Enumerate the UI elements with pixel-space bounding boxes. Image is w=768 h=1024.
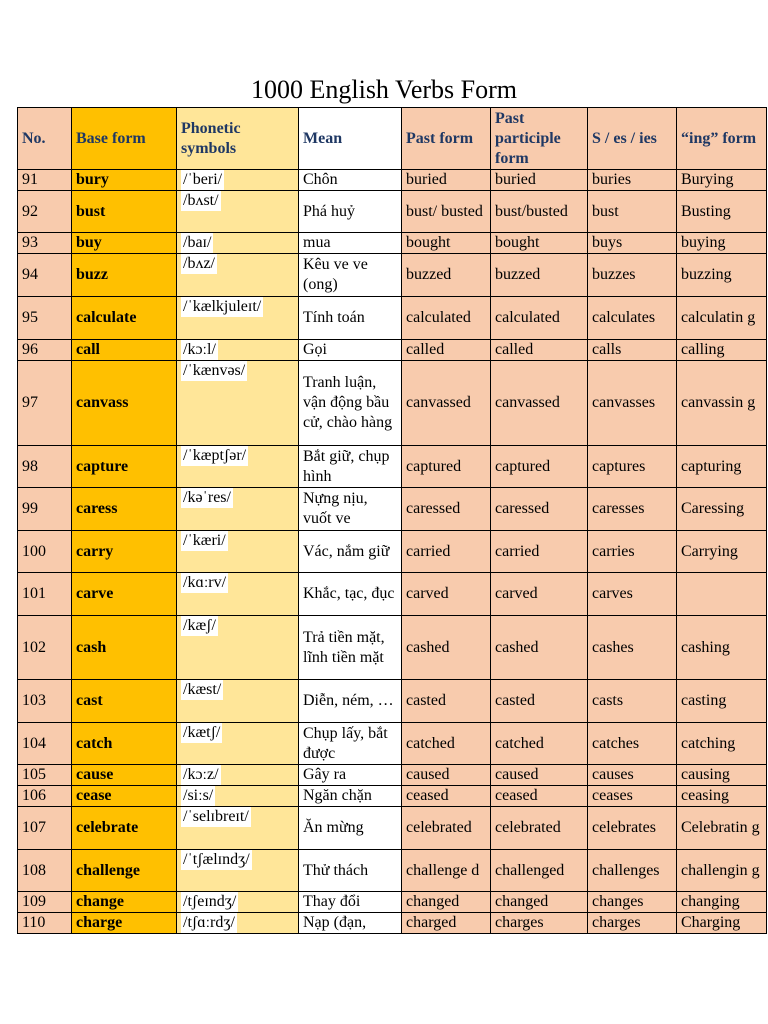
table-row — [18, 191, 767, 233]
cell-mean: Gây ra — [299, 765, 402, 786]
header-past-participle: Past participle form — [491, 108, 588, 170]
cell-no: 97 — [18, 361, 72, 446]
cell-phonetic — [177, 191, 299, 233]
cell-phonetic — [177, 531, 299, 573]
cell-base-form: cause — [72, 765, 177, 786]
table-row — [18, 361, 767, 446]
phonetic-text: /bʌz/ — [183, 255, 215, 272]
cell-base-form: buzz — [72, 254, 177, 297]
cell-past-participle: bought — [491, 233, 588, 254]
cell-base-form: catch — [72, 723, 177, 765]
cell-s-es-ies: carves — [588, 573, 677, 616]
cell-no: 107 — [18, 807, 72, 850]
cell-s-es-ies: caresses — [588, 488, 677, 531]
phonetic-text: /kɑːrv/ — [183, 574, 227, 591]
phonetic-text: /kɔːl/ — [183, 341, 216, 358]
cell-past-form: carved — [402, 573, 491, 616]
cell-ing-form: challengin g — [677, 850, 767, 892]
verbs-table — [17, 107, 767, 934]
phonetic-text: /tʃeɪndʒ/ — [183, 893, 237, 910]
table-row — [18, 170, 767, 191]
cell-phonetic — [177, 913, 299, 934]
cell-past-form: captured — [402, 446, 491, 488]
phonetic-text: /kæst/ — [183, 681, 222, 698]
cell-past-form: buried — [402, 170, 491, 191]
cell-phonetic — [177, 807, 299, 850]
table-row — [18, 723, 767, 765]
cell-no: 103 — [18, 680, 72, 723]
cell-s-es-ies: canvasses — [588, 361, 677, 446]
cell-ing-form: catching — [677, 723, 767, 765]
cell-base-form: charge — [72, 913, 177, 934]
cell-base-form: cast — [72, 680, 177, 723]
phonetic-text: /kætʃ/ — [183, 724, 221, 741]
cell-mean: Tính toán — [299, 297, 402, 340]
cell-past-participle: changed — [491, 892, 588, 913]
cell-past-form: called — [402, 340, 491, 361]
cell-base-form: cash — [72, 616, 177, 680]
cell-s-es-ies: changes — [588, 892, 677, 913]
cell-past-form: cashed — [402, 616, 491, 680]
table-row — [18, 616, 767, 680]
table-row — [18, 254, 767, 297]
header-s-es-ies: S / es / ies — [588, 108, 677, 170]
cell-no: 104 — [18, 723, 72, 765]
cell-s-es-ies: catches — [588, 723, 677, 765]
cell-s-es-ies: causes — [588, 765, 677, 786]
cell-phonetic — [177, 446, 299, 488]
cell-no: 110 — [18, 913, 72, 934]
cell-mean: Vác, nắm giữ — [299, 531, 402, 573]
cell-ing-form: ceasing — [677, 786, 767, 807]
cell-s-es-ies: buys — [588, 233, 677, 254]
page-title: 1000 English Verbs Form — [250, 75, 518, 104]
phonetic-text: /kæʃ/ — [183, 617, 216, 634]
cell-base-form: bust — [72, 191, 177, 233]
cell-base-form: challenge — [72, 850, 177, 892]
cell-mean: Trả tiền mặt, lĩnh tiền mặt — [299, 616, 402, 680]
cell-s-es-ies: carries — [588, 531, 677, 573]
phonetic-text: /ˈkæptʃər/ — [183, 447, 247, 464]
cell-s-es-ies: calls — [588, 340, 677, 361]
header-row — [18, 108, 767, 170]
cell-past-form: caressed — [402, 488, 491, 531]
cell-no: 105 — [18, 765, 72, 786]
cell-past-form: changed — [402, 892, 491, 913]
cell-past-form: buzzed — [402, 254, 491, 297]
phonetic-text: /bʌst/ — [183, 192, 219, 209]
cell-past-form: casted — [402, 680, 491, 723]
cell-past-form: ceased — [402, 786, 491, 807]
cell-ing-form: cashing — [677, 616, 767, 680]
cell-no: 95 — [18, 297, 72, 340]
cell-ing-form — [677, 573, 767, 616]
cell-base-form: cease — [72, 786, 177, 807]
header-no: No. — [18, 108, 72, 170]
cell-mean: Nựng nịu, vuốt ve — [299, 488, 402, 531]
phonetic-text: /ˈkænvəs/ — [183, 362, 246, 379]
cell-no: 100 — [18, 531, 72, 573]
phonetic-text: /kɔːz/ — [183, 766, 219, 783]
cell-base-form: canvass — [72, 361, 177, 446]
cell-mean: mua — [299, 233, 402, 254]
cell-phonetic — [177, 850, 299, 892]
cell-ing-form: calling — [677, 340, 767, 361]
table-row — [18, 913, 767, 934]
cell-no: 99 — [18, 488, 72, 531]
cell-ing-form: calculatin g — [677, 297, 767, 340]
cell-mean: Thử thách — [299, 850, 402, 892]
cell-past-form: bust/ busted — [402, 191, 491, 233]
table-row — [18, 680, 767, 723]
cell-no: 98 — [18, 446, 72, 488]
cell-past-participle: casted — [491, 680, 588, 723]
cell-ing-form: canvassin g — [677, 361, 767, 446]
cell-phonetic — [177, 765, 299, 786]
cell-no: 108 — [18, 850, 72, 892]
cell-phonetic — [177, 254, 299, 297]
cell-past-form: caused — [402, 765, 491, 786]
cell-past-participle: ceased — [491, 786, 588, 807]
cell-ing-form: Charging — [677, 913, 767, 934]
phonetic-text: /ˈselɪbreɪt/ — [183, 808, 249, 825]
table-row — [18, 488, 767, 531]
cell-no: 92 — [18, 191, 72, 233]
cell-phonetic — [177, 680, 299, 723]
cell-s-es-ies: charges — [588, 913, 677, 934]
cell-phonetic — [177, 892, 299, 913]
cell-mean: Gọi — [299, 340, 402, 361]
cell-no: 109 — [18, 892, 72, 913]
cell-past-form: celebrated — [402, 807, 491, 850]
table-row — [18, 765, 767, 786]
cell-base-form: carve — [72, 573, 177, 616]
cell-past-participle: celebrated — [491, 807, 588, 850]
cell-phonetic — [177, 297, 299, 340]
cell-no: 96 — [18, 340, 72, 361]
cell-ing-form: causing — [677, 765, 767, 786]
cell-ing-form: buzzing — [677, 254, 767, 297]
cell-base-form: caress — [72, 488, 177, 531]
cell-past-participle: charges — [491, 913, 588, 934]
cell-phonetic — [177, 340, 299, 361]
table-row — [18, 892, 767, 913]
cell-past-participle: caused — [491, 765, 588, 786]
cell-past-form: charged — [402, 913, 491, 934]
cell-base-form: carry — [72, 531, 177, 573]
cell-base-form: capture — [72, 446, 177, 488]
cell-ing-form: changing — [677, 892, 767, 913]
cell-s-es-ies: casts — [588, 680, 677, 723]
cell-past-participle: cashed — [491, 616, 588, 680]
table-row — [18, 340, 767, 361]
table-row — [18, 531, 767, 573]
phonetic-text: /siːs/ — [183, 787, 214, 804]
cell-s-es-ies: celebrates — [588, 807, 677, 850]
cell-base-form: bury — [72, 170, 177, 191]
header-mean: Mean — [299, 108, 402, 170]
cell-base-form: calculate — [72, 297, 177, 340]
cell-past-form: canvassed — [402, 361, 491, 446]
header-phonetic: Phonetic symbols — [177, 108, 299, 170]
phonetic-text: /ˈkælkjuleɪt/ — [183, 298, 262, 315]
cell-phonetic — [177, 616, 299, 680]
cell-no: 102 — [18, 616, 72, 680]
cell-past-form: catched — [402, 723, 491, 765]
cell-mean: Chôn — [299, 170, 402, 191]
cell-past-participle: caressed — [491, 488, 588, 531]
cell-mean: Bắt giữ, chụp hình — [299, 446, 402, 488]
phonetic-text: /baɪ/ — [183, 234, 212, 251]
phonetic-text: /kəˈres/ — [183, 489, 231, 506]
cell-past-form: calculated — [402, 297, 491, 340]
cell-no: 94 — [18, 254, 72, 297]
cell-ing-form: casting — [677, 680, 767, 723]
cell-past-participle: bust/busted — [491, 191, 588, 233]
cell-past-participle: canvassed — [491, 361, 588, 446]
cell-base-form: call — [72, 340, 177, 361]
cell-past-participle: called — [491, 340, 588, 361]
cell-mean: Kêu ve ve (ong) — [299, 254, 402, 297]
header-past-form: Past form — [402, 108, 491, 170]
header-ing-form: “ing” form — [677, 108, 767, 170]
cell-no: 91 — [18, 170, 72, 191]
table-row — [18, 850, 767, 892]
table-row — [18, 446, 767, 488]
table-row — [18, 786, 767, 807]
table-row — [18, 233, 767, 254]
cell-s-es-ies: bust — [588, 191, 677, 233]
cell-ing-form: buying — [677, 233, 767, 254]
cell-no: 93 — [18, 233, 72, 254]
cell-past-participle: captured — [491, 446, 588, 488]
cell-past-participle: challenged — [491, 850, 588, 892]
cell-past-participle: carried — [491, 531, 588, 573]
cell-s-es-ies: cashes — [588, 616, 677, 680]
cell-base-form: change — [72, 892, 177, 913]
cell-phonetic — [177, 170, 299, 191]
cell-mean: Nạp (đạn, — [299, 913, 402, 934]
cell-s-es-ies: calculates — [588, 297, 677, 340]
cell-phonetic — [177, 361, 299, 446]
cell-s-es-ies: buzzes — [588, 254, 677, 297]
cell-base-form: celebrate — [72, 807, 177, 850]
cell-ing-form: capturing — [677, 446, 767, 488]
cell-ing-form: Celebratin g — [677, 807, 767, 850]
phonetic-text: /ˈtʃælɪndʒ/ — [183, 851, 250, 868]
cell-s-es-ies: buries — [588, 170, 677, 191]
cell-past-participle: catched — [491, 723, 588, 765]
cell-mean: Ăn mừng — [299, 807, 402, 850]
cell-mean: Diễn, ném, … — [299, 680, 402, 723]
cell-past-form: carried — [402, 531, 491, 573]
cell-past-participle: buzzed — [491, 254, 588, 297]
cell-base-form: buy — [72, 233, 177, 254]
cell-mean: Ngăn chặn — [299, 786, 402, 807]
table-row — [18, 807, 767, 850]
cell-past-form: bought — [402, 233, 491, 254]
cell-past-form: challenge d — [402, 850, 491, 892]
cell-phonetic — [177, 573, 299, 616]
table-row — [18, 573, 767, 616]
table-row — [18, 297, 767, 340]
cell-mean: Khắc, tạc, đục — [299, 573, 402, 616]
phonetic-text: /tʃɑːrdʒ/ — [183, 914, 235, 931]
cell-ing-form: Carrying — [677, 531, 767, 573]
cell-past-participle: calculated — [491, 297, 588, 340]
cell-phonetic — [177, 233, 299, 254]
phonetic-text: /ˈberi/ — [183, 171, 223, 188]
cell-s-es-ies: captures — [588, 446, 677, 488]
cell-s-es-ies: challenges — [588, 850, 677, 892]
header-base-form: Base form — [72, 108, 177, 170]
phonetic-text: /ˈkæri/ — [183, 532, 226, 549]
cell-past-participle: buried — [491, 170, 588, 191]
cell-mean: Thay đổi — [299, 892, 402, 913]
cell-phonetic — [177, 723, 299, 765]
cell-phonetic — [177, 488, 299, 531]
cell-ing-form: Caressing — [677, 488, 767, 531]
cell-no: 101 — [18, 573, 72, 616]
cell-no: 106 — [18, 786, 72, 807]
cell-ing-form: Busting — [677, 191, 767, 233]
cell-past-participle: carved — [491, 573, 588, 616]
cell-mean: Tranh luận, vận động bầu cử, chào hàng — [299, 361, 402, 446]
cell-ing-form: Burying — [677, 170, 767, 191]
cell-phonetic — [177, 786, 299, 807]
cell-s-es-ies: ceases — [588, 786, 677, 807]
cell-mean: Phá huỷ — [299, 191, 402, 233]
cell-mean: Chụp lấy, bắt được — [299, 723, 402, 765]
